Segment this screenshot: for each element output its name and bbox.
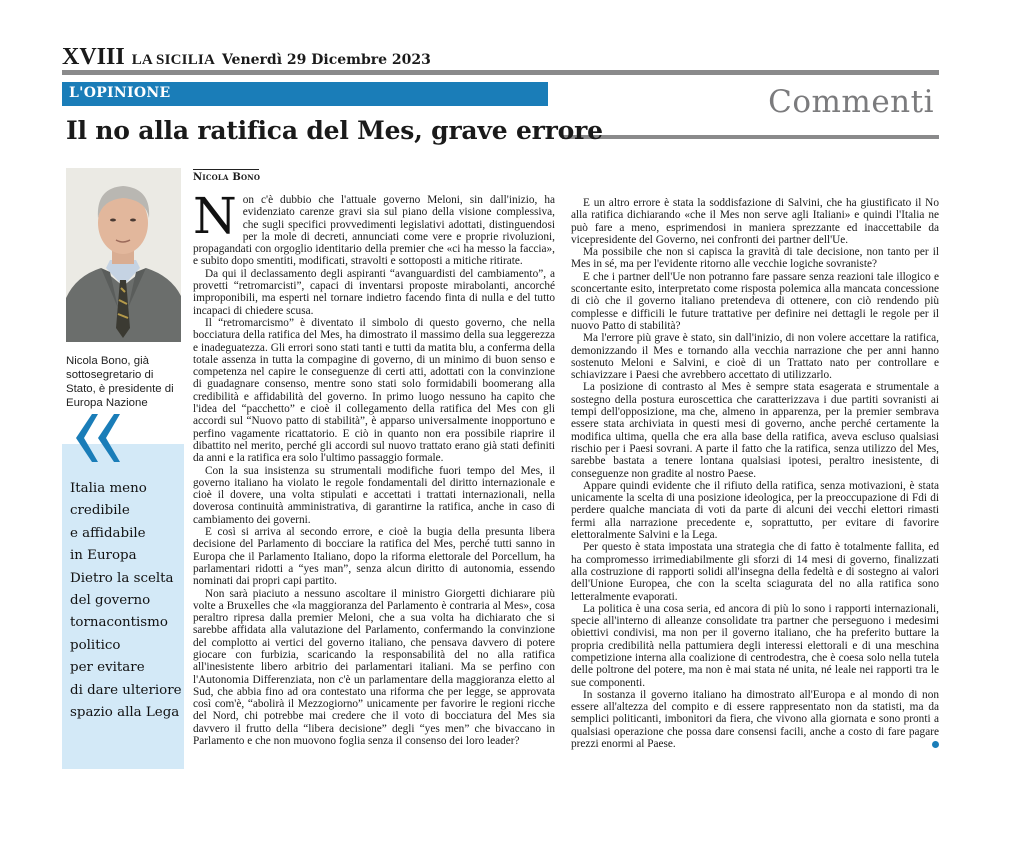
- paragraph: In sostanza il governo italiano ha dimostrato all'Europa e al mondo di non essere all'altezza del compito e di essere rappresentato non da statisti, ma da semplici politicanti, imbonitori da fiera, che vivono alla giornata e sono pronti a qualsiasi operazione che possa dare consensi facili, anche a costo di fare pagare prezzi enormi al Paese.: [571, 688, 939, 751]
- pull-quote-line: tornacontismo: [70, 615, 168, 631]
- paragraph: Ma l'errore più grave è stato, sin dall'inizio, di non volere accettare la ratifica, demonizzando il Mes e tornando alla vecchia narrazione che per anni hanno sostenuto Meloni e Salvini, e cioè di un Trattato nato per controllare e schiavizzare i Paesi che avrebbero accettato di utilizzarlo.: [571, 332, 939, 382]
- end-of-article-dot-icon: [932, 741, 939, 748]
- pull-quote-line: di dare ulteriore: [70, 682, 182, 698]
- portrait-image: [66, 168, 181, 342]
- article-headline: Il no alla ratifica del Mes, grave errore: [66, 116, 603, 145]
- paragraph: Appare quindi evidente che il rifiuto della ratifica, senza motivazioni, è stata unicamente la scelta di una posizione ideologica, per la preoccupazione di Fdi di perdere qualche manciata di voti da parte di alcuni dei vecchi elettori rimasti fermi alla narrazione precedente e, soprattutto, per evitare di favorire elettoralmente Salvini e la Lega.: [571, 479, 939, 542]
- author-photo: [66, 168, 181, 342]
- byline: Nicola Bono: [193, 172, 261, 183]
- masthead: [62, 44, 431, 71]
- newspaper-name: LA SICILIA: [131, 52, 215, 68]
- pull-quote-line: in Europa: [70, 548, 137, 564]
- paragraph: Non c'è dubbio che l'attuale governo Meloni, sin dall'inizio, ha evidenziato carenze gravi sia sul piano della visione complessiva, che sugli specifici provvedimenti legislativi adottati, distinguendosi per la mole di decreti, annunciati come vere e proprie rivoluzioni, propagandati con orgoglio identitario della premier che «ci ha messo la faccia», e subito dopo smentiti, modificati, stravolti e sottoposti a mitiche ritirate.: [193, 187, 555, 268]
- page-number: XVIII: [62, 44, 125, 70]
- section-bar: [62, 82, 548, 106]
- section-label: L'OPINIONE: [69, 85, 171, 101]
- top-divider: [62, 70, 939, 75]
- paragraph: E che i partner dell'Ue non potranno fare passare senza reazioni tale illogico e sconcertante esito, interpretato come risposta polemica alla mancata concessione di ciò che il governo italiano pretendeva di ottenere, con ciò rendendo più complesse e difficili le future trattative per definire nei dettagli le regole per il nuovo Patto di stabilità?: [571, 270, 939, 332]
- paragraph: Per questo è stata impostata una strategia che di fatto è totalmente fallita, ed ha compromesso irrimediabilmente gli sforzi di 14 mesi di governo, finalizzati alla costruzione di rapporti solidi all'insegna della fedeltà e di sostegno ai valori dell'Unione Europea, che con la scelta sciagurata del no alla ratifica sono letteralmente evaporati.: [571, 541, 939, 603]
- paragraph: Il “retromarcismo” è diventato il simbolo di questo governo, che nella bocciatura della ratifica del Mes, ha dimostrato il massimo della sua leggerezza e inadeguatezza. Gli errori sono stati tanti e tutti da matita blu, a conferma della totale assenza in tutta la compagine di governo, di un minimo di buon senso e competenza nel capire le conseguenze di certi atti, adottati con la convinzione di guadagnare consenso, mentre sono stati solo formidabili boomerang alla credibilità e affidabilità del governo. In primo luogo nessuno ha capito che l'idea del “pacchetto” e cioè il collegamento della ratifica del Mes con gli accordi sul “Nuovo patto di stabilità”, è apparso universalmente inopportuno e perfino vagamente ricattatorio. E ciò in quanto non era possibile riaprire il dibattito nel merito, perché gli accordi sul nuovo trattato erano già stati definiti da anni e la ratifica era solo l'ultimo passaggio formale.: [193, 316, 555, 465]
- paragraph: Da qui il declassamento degli aspiranti “avanguardisti del cambiamento”, a provetti “retromarcisti”, capaci di inventarsi proposte mirabolanti, ancorché improponibili, ma esperti nel tornare indietro facendo finta di nulla e del tutto incapaci di chiedere scusa.: [193, 267, 555, 317]
- paragraph: Ma possibile che non si capisca la gravità di tale decisione, non tanto per il Mes in sé, ma per l'evidente ritorno alle vecchie logiche sovraniste?: [571, 246, 939, 271]
- rubric-title: Commenti: [768, 84, 934, 120]
- paragraph: La posizione di contrasto al Mes è sempre stata esagerata e strumentale a sostegno della postura euroscettica che caratterizzava i due partiti sovranisti ai tempi dell'opposizione, ma che, almeno in apparenza, per la premier sembrava essere stata archiviata in questi mesi di governo, anche perché certamente la modifica ultima, quella che era alla base della ratifica, aveva escluso qualsiasi rischio per i Paesi sovrani. A parte il fatto che la ratifica, senza utilizzo del Mes, sarebbe bastata a tenere lontana qualsiasi ipotesi, peraltro inesistente, di conseguenze non gradite al nostro Paese.: [571, 381, 939, 480]
- pull-quote-line: per evitare: [70, 660, 145, 676]
- pull-quote-text: [70, 478, 182, 724]
- paragraph: La politica è una cosa seria, ed ancora di più lo sono i rapporti internazionali, specie all'interno di alleanze consolidate tra partner che perseguono i medesimi obiettivi condivisi, ma non per il governo italiano, che ha preferito buttare la propria credibilità nella pattumiera degli interessi elettorali e di una meschina competizione interna alla coalizione di centrodestra, che è coesa solo nella tutela delle poltrone del potere, ma non è mai stata né unita, né leale nei rapporti tra le sue componenti.: [571, 602, 939, 689]
- pull-quote-line: Dietro la scelta: [70, 570, 174, 586]
- pull-quote-line: politico: [70, 637, 121, 653]
- photo-caption: Nicola Bono, già sottosegretario di Stato, è presidente di Europa Nazione: [66, 355, 174, 409]
- byline-rule: [193, 169, 259, 170]
- paragraph: E un altro errore è stata la soddisfazione di Salvini, che ha giustificato il No alla ratifica dichiarando «che il Mes non serve agli Italiani» e quindi l'Italia ne può fare a meno, esprimendosi in maniera sprezzante ed inaccettabile da vicepresidente del Governo, nei confronti dei partner dell'Ue.: [571, 197, 939, 246]
- pull-quote-line: e affidabile: [70, 525, 146, 541]
- rubric-divider: [562, 135, 939, 139]
- article-column-right: [571, 197, 939, 750]
- pull-quote-box: [62, 444, 184, 769]
- paragraph: Non sarà piaciuto a nessuno ascoltare il ministro Giorgetti dichiarare più volte a Bruxelles che «la maggioranza del Parlamento è contraria al Mes», cosa peraltro ripresa dalla premier Meloni, che a sua volta ha dichiarato che si sarebbe affidata alla valutazione del Parlamento, confermando la convinzione del complotto ai vertici del governo italiano, che pensava davvero di potere giocare con furbizia, scaricando la responsabilità del no alla ratifica all'inesistente libero arbitrio dei parlamentari italiani. Ma se perfino con l'Autonomia Differenziata, non c'è un parlamentare della maggioranza eletto al Sud, che abbia fino ad ora contestato una riforma che per legge, se approvata così com'è, “abolirà il Mezzogiorno” unicamente per favorire le regioni ricche del Nord, chi potrebbe mai credere che il voto di bocciatura del Mes sia davvero il frutto della “libera decisione” degli “yes men” che bivaccano in Parlamento e che non muovono foglia senza il consenso dei loro leader?: [193, 587, 555, 748]
- paragraph: Con la sua insistenza su strumentali modifiche fuori tempo del Mes, il governo italiano ha violato le regole fondamentali del diritto internazionale e cioè il dovere, una volta stipulati e accettati i trattati internazionali, nella doverosa continuità amministrativa, di garantirne la ratifica, anche in caso di cambiamento dei governi.: [193, 464, 555, 526]
- pull-quote-line: credibile: [70, 503, 130, 519]
- drop-cap: N: [193, 187, 237, 245]
- issue-date: Venerdì 29 Dicembre 2023: [221, 52, 431, 68]
- paragraph: E così si arriva al secondo errore, e cioè la bugia della presunta libera decisione del Parlamento di bocciare la ratifica del Mes, perché tutti sanno in Europa che il Parlamento Italiano, dopo la riforma elettorale del Porcellum, ha parlamentari ridotti a “yes man”, senza alcun diritto di autonomia, essendo nominati dai propri capi partito.: [193, 526, 555, 588]
- left-double-angle-quote-icon: [70, 412, 130, 462]
- pull-quote-line: Italia meno: [70, 481, 147, 496]
- pull-quote-line: del governo: [70, 593, 151, 609]
- pull-quote-line: spazio alla Lega: [70, 705, 180, 721]
- article-column-left: [193, 187, 555, 748]
